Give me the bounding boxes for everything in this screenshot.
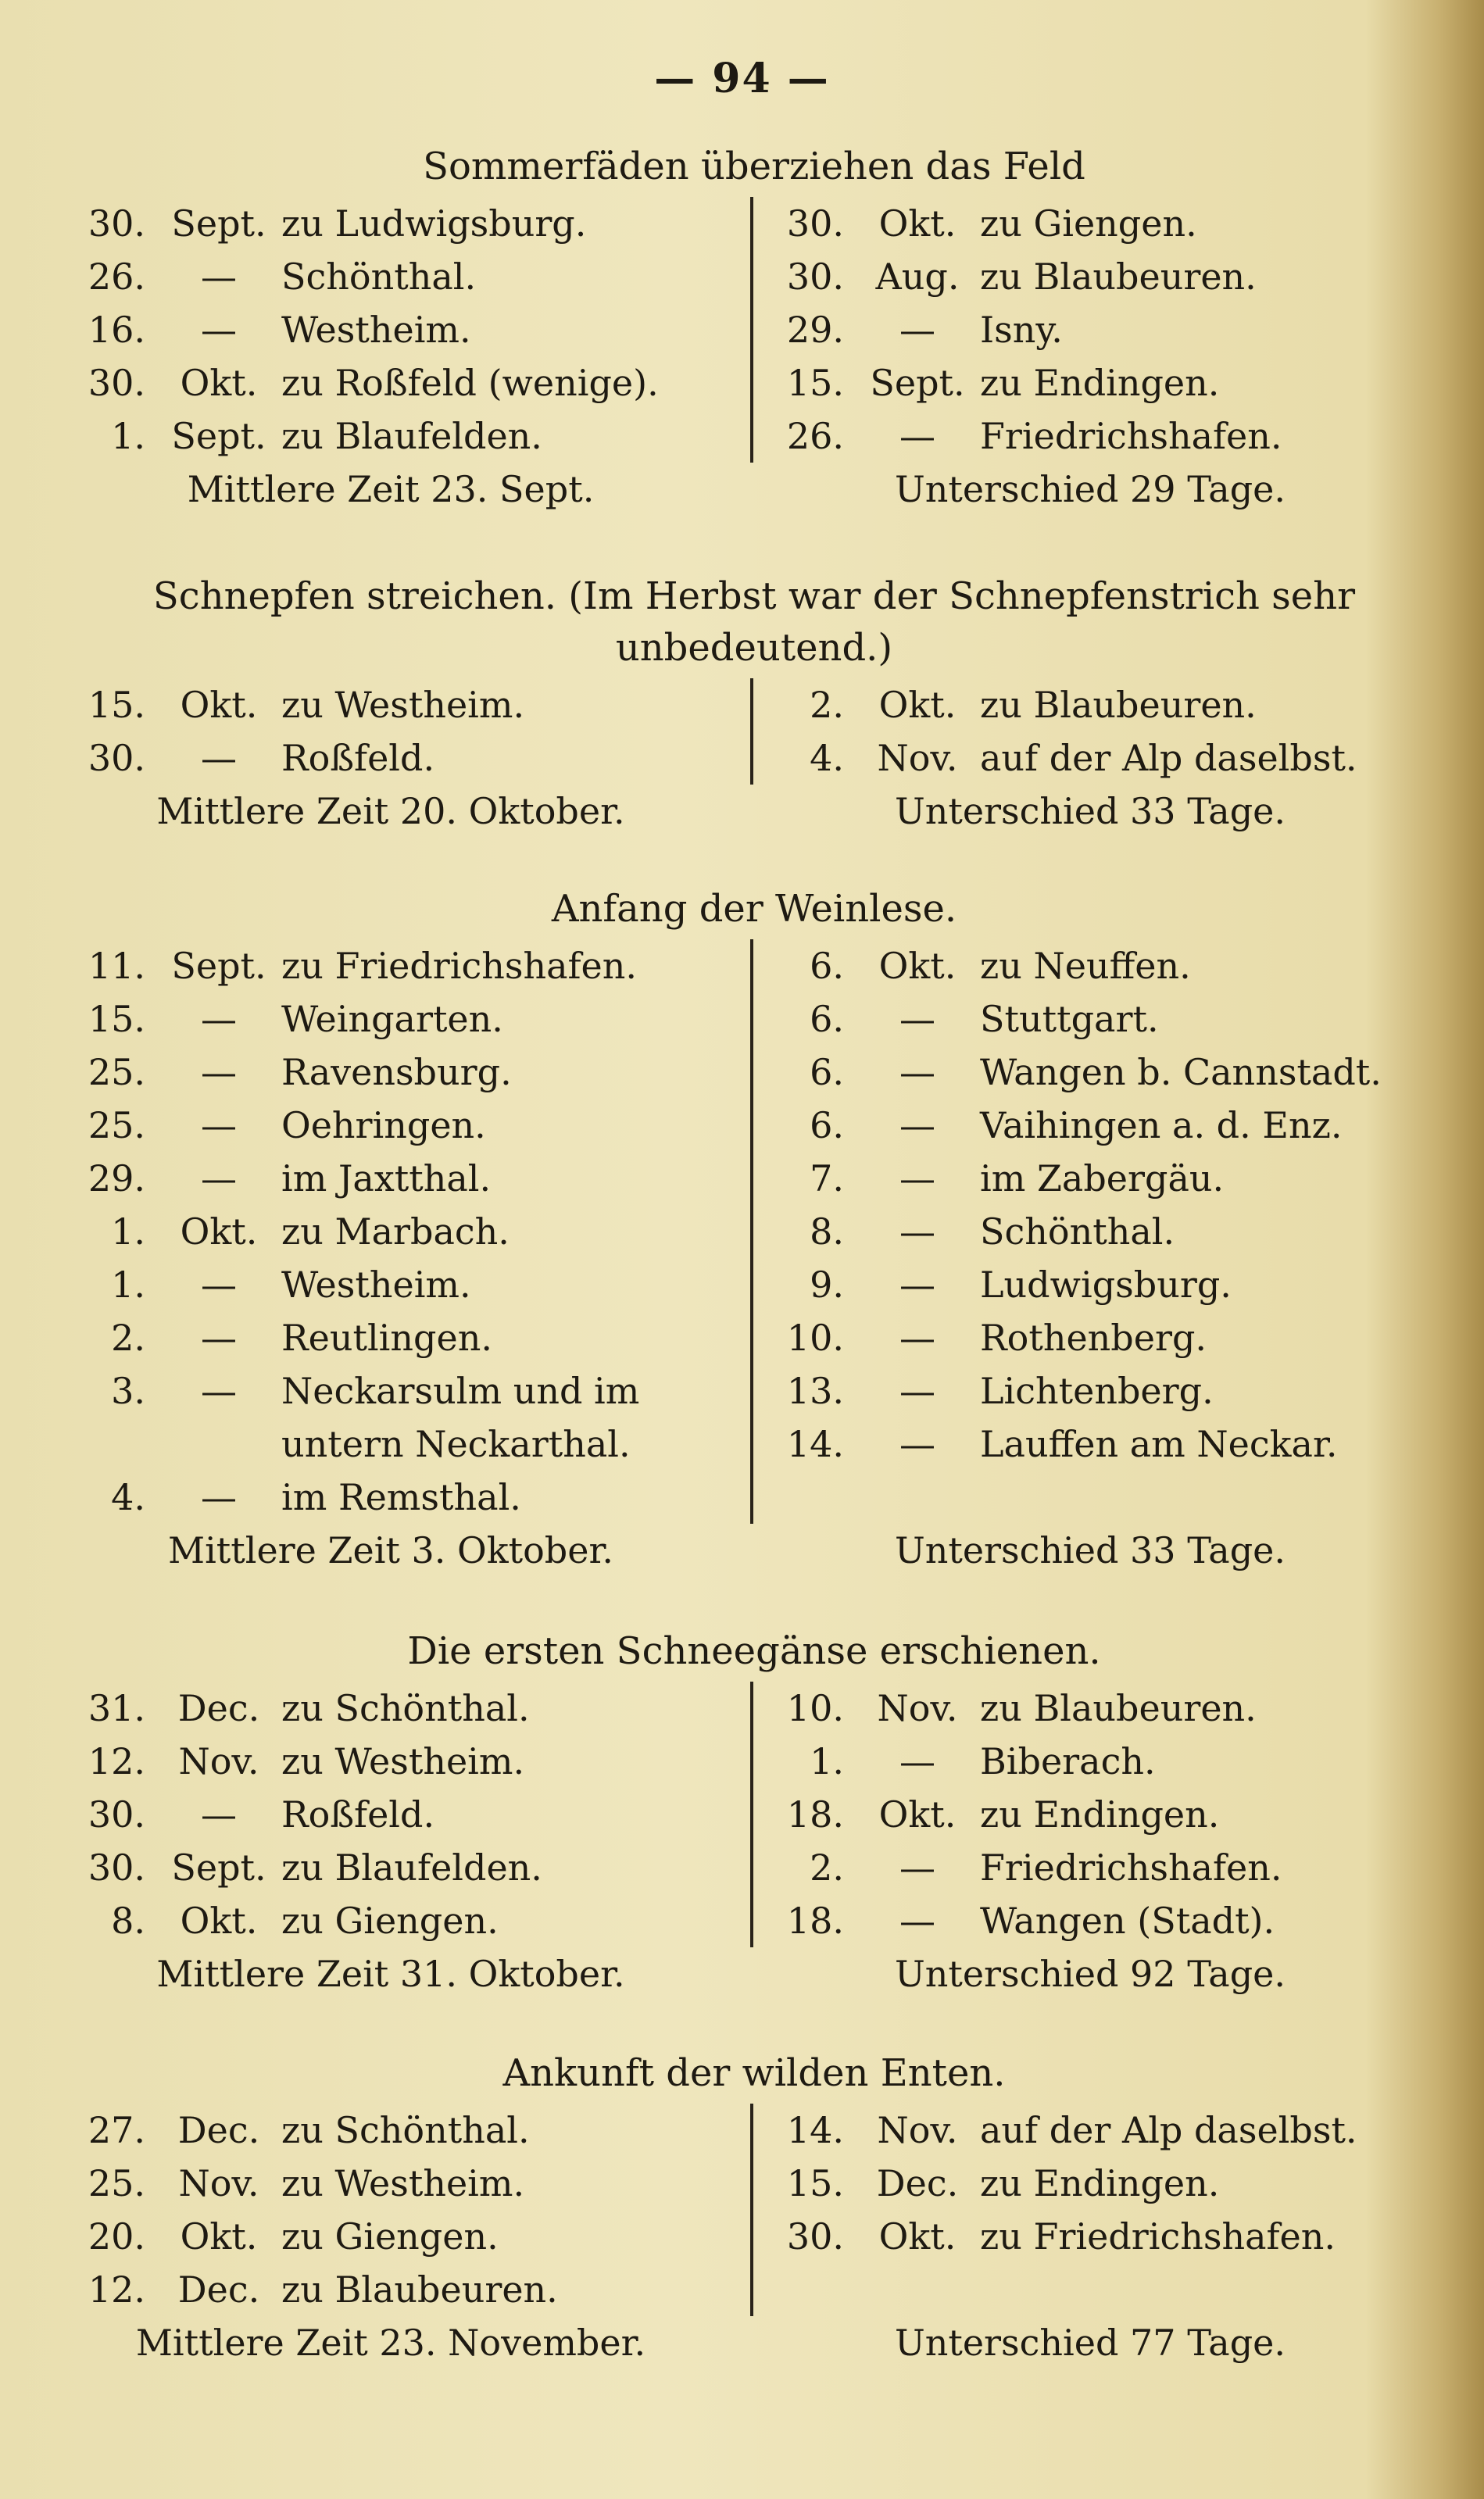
- entry-month: Okt.: [180, 1210, 258, 1253]
- entry-month: —: [201, 1157, 237, 1199]
- right-column: [750, 678, 1430, 785]
- entry-day: 26.: [88, 256, 145, 298]
- entry-month: —: [201, 309, 237, 351]
- entry-row: [777, 992, 1430, 1046]
- entry-day: 8.: [111, 1900, 145, 1942]
- entry-month: —: [899, 1847, 935, 1889]
- entry-month: —: [201, 1051, 237, 1093]
- entry-month: Okt.: [878, 1793, 957, 1836]
- left-column: [78, 1682, 750, 1947]
- entry-month: Dec.: [177, 2268, 260, 2311]
- entry-row: [777, 1364, 1430, 1418]
- entry-place: zu Giengen.: [281, 2215, 499, 2258]
- entry-place: zu Westheim.: [281, 684, 525, 726]
- entry-row: [777, 731, 1430, 785]
- entry-month: —: [201, 256, 237, 298]
- entry-month: Okt.: [180, 362, 258, 404]
- entry-row: [777, 1205, 1430, 1258]
- entry-place: Wangen (Stadt).: [980, 1900, 1275, 1942]
- difference: Unterschied 77 Tage.: [894, 2322, 1286, 2364]
- entry-month: Okt.: [878, 684, 957, 726]
- entry-row: [777, 2104, 1430, 2157]
- entry-place: Roßfeld.: [281, 1793, 435, 1836]
- entry-place: auf der Alp daselbst.: [980, 737, 1357, 779]
- entry-columns: [78, 197, 1430, 463]
- entry-day: 30.: [88, 737, 145, 779]
- entry-place: zu Blaubeuren.: [281, 2268, 558, 2311]
- right-column: [750, 2104, 1430, 2316]
- entry-place: Roßfeld.: [281, 737, 435, 779]
- record-section: [78, 141, 1430, 516]
- mean-time: Mittlere Zeit 31. Oktober.: [156, 1953, 625, 1995]
- entry-row: [78, 356, 750, 409]
- entry-place: zu Giengen.: [980, 202, 1197, 245]
- entry-day: 1.: [111, 415, 145, 457]
- entry-place: Ravensburg.: [281, 1051, 512, 1093]
- entry-place: zu Ludwigsburg.: [281, 202, 587, 245]
- entry-place: Friedrichshafen.: [980, 415, 1282, 457]
- entry-month: Nov.: [877, 737, 958, 779]
- entry-columns: [78, 678, 1430, 785]
- entry-month: —: [899, 1210, 935, 1253]
- page-number: — 94 —: [654, 55, 830, 102]
- entry-row: [78, 1311, 750, 1364]
- entry-place: Wangen b. Cannstadt.: [980, 1051, 1382, 1093]
- entry-day: 27.: [88, 2109, 145, 2151]
- entry-day: 30.: [88, 1847, 145, 1889]
- entry-row: [78, 731, 750, 785]
- entry-place: Oehringen.: [281, 1104, 486, 1146]
- entry-row: [78, 1471, 750, 1524]
- entry-day: 6.: [810, 998, 844, 1040]
- entry-month: Sept.: [171, 415, 266, 457]
- entry-place: Schönthal.: [281, 256, 477, 298]
- entry-row: [78, 1682, 750, 1735]
- entry-row: [78, 2210, 750, 2263]
- record-section: [78, 883, 1430, 1577]
- entry-place: Rothenberg.: [980, 1317, 1207, 1359]
- entry-month: —: [899, 415, 935, 457]
- entry-row: [78, 1099, 750, 1152]
- entry-place: auf der Alp daselbst.: [980, 2109, 1357, 2151]
- right-column: [750, 197, 1430, 463]
- entry-row: [78, 1364, 750, 1471]
- entry-row: [78, 939, 750, 992]
- entry-month: —: [899, 1104, 935, 1146]
- entry-month: —: [899, 1423, 935, 1465]
- entry-month: —: [201, 1476, 237, 1518]
- right-column: [750, 939, 1430, 1524]
- entry-month: Nov.: [877, 1687, 958, 1729]
- entry-day: 20.: [88, 2215, 145, 2258]
- entry-row: [78, 2157, 750, 2210]
- entry-columns: [78, 939, 1430, 1524]
- entry-place: zu Roßfeld (wenige).: [281, 362, 659, 404]
- record-section: [78, 2047, 1430, 2369]
- record-section: [78, 570, 1430, 838]
- entry-row: [78, 1735, 750, 1788]
- entry-place: im Remsthal.: [281, 1476, 521, 1518]
- entry-place: zu Westheim.: [281, 2162, 525, 2204]
- entry-day: 12.: [88, 1740, 145, 1782]
- section-title: Ankunft der wilden Enten.: [502, 2051, 1006, 2095]
- mean-time: Mittlere Zeit 20. Oktober.: [156, 790, 625, 832]
- entry-row: [78, 1894, 750, 1947]
- entry-day: 3.: [111, 1370, 145, 1412]
- entry-place: zu Blaubeuren.: [980, 684, 1257, 726]
- section-summary: [78, 785, 1430, 838]
- left-column: [78, 2104, 750, 2316]
- entry-month: Dec.: [876, 2162, 959, 2204]
- entry-day: 10.: [786, 1687, 844, 1729]
- entry-day: 30.: [786, 202, 844, 245]
- entry-day: 6.: [810, 945, 844, 987]
- entry-day: 14.: [786, 1423, 844, 1465]
- entry-place: Weingarten.: [281, 998, 503, 1040]
- entry-month: Nov.: [178, 1740, 259, 1782]
- entry-month: —: [201, 998, 237, 1040]
- entry-place: Ludwigsburg.: [980, 1264, 1232, 1306]
- entry-day: 12.: [88, 2268, 145, 2311]
- entry-day: 1.: [111, 1264, 145, 1306]
- entry-day: 11.: [88, 945, 145, 987]
- entry-place: Schönthal.: [980, 1210, 1175, 1253]
- entry-day: 25.: [88, 1051, 145, 1093]
- entry-row: [777, 1682, 1430, 1735]
- entry-place: Reutlingen.: [281, 1317, 492, 1359]
- entry-month: —: [201, 737, 237, 779]
- entry-row: [777, 1311, 1430, 1364]
- entry-row: [78, 303, 750, 356]
- entry-day: 7.: [810, 1157, 844, 1199]
- entry-day: 30.: [88, 362, 145, 404]
- entry-place: Westheim.: [281, 309, 471, 351]
- entry-month: —: [899, 1370, 935, 1412]
- entry-day: 29.: [88, 1157, 145, 1199]
- entry-day: 14.: [786, 2109, 844, 2151]
- entry-row: [777, 939, 1430, 992]
- entry-day: 13.: [786, 1370, 844, 1412]
- left-column: [78, 678, 750, 785]
- entry-row: [777, 1152, 1430, 1205]
- mean-time: Mittlere Zeit 23. Sept.: [187, 468, 595, 510]
- entry-day: 2.: [810, 1847, 844, 1889]
- entry-day: 4.: [810, 737, 844, 779]
- entry-day: 26.: [786, 415, 844, 457]
- entry-month: —: [899, 998, 935, 1040]
- entry-month: Sept.: [870, 362, 965, 404]
- left-column: [78, 197, 750, 463]
- entry-place: zu Marbach.: [281, 1210, 510, 1253]
- entry-day: 15.: [88, 684, 145, 726]
- entry-day: 18.: [786, 1900, 844, 1942]
- entry-place: zu Friedrichshafen.: [980, 2215, 1336, 2258]
- entry-day: 1.: [810, 1740, 844, 1782]
- entry-month: Okt.: [878, 202, 957, 245]
- entry-place: Lichtenberg.: [980, 1370, 1214, 1412]
- entry-day: 2.: [111, 1317, 145, 1359]
- entry-month: Dec.: [177, 1687, 260, 1729]
- entry-place: Stuttgart.: [980, 998, 1159, 1040]
- section-summary: [78, 463, 1430, 516]
- entry-row: [777, 1258, 1430, 1311]
- entry-day: 18.: [786, 1793, 844, 1836]
- entry-place: zu Friedrichshafen.: [281, 945, 638, 987]
- entry-day: 30.: [786, 2215, 844, 2258]
- entry-row: [777, 1418, 1430, 1471]
- section-title: Anfang der Weinlese.: [551, 887, 957, 931]
- entry-place: zu Blaubeuren.: [980, 1687, 1257, 1729]
- section-title: Die ersten Schneegänse erschienen.: [407, 1629, 1101, 1673]
- entry-month: Okt.: [180, 1900, 258, 1942]
- section-title: Schnepfen streichen. (Im Herbst war der Schnepfenstrich sehr unbedeutend.): [152, 574, 1356, 670]
- difference: Unterschied 92 Tage.: [894, 1953, 1286, 1995]
- entry-row: [78, 2263, 750, 2316]
- entry-day: 1.: [111, 1210, 145, 1253]
- entry-month: —: [899, 1740, 935, 1782]
- entry-day: 6.: [810, 1104, 844, 1146]
- entry-row: [777, 1099, 1430, 1152]
- entry-month: Sept.: [171, 1847, 266, 1889]
- entry-month: Sept.: [171, 202, 266, 245]
- entry-row: [777, 303, 1430, 356]
- entry-row: [777, 1046, 1430, 1099]
- entry-row: [777, 197, 1430, 250]
- entry-day: 15.: [88, 998, 145, 1040]
- entry-place: zu Endingen.: [980, 362, 1220, 404]
- entry-month: —: [899, 1157, 935, 1199]
- entry-row: [777, 409, 1430, 463]
- difference: Unterschied 33 Tage.: [894, 790, 1286, 832]
- entry-place: Friedrichshafen.: [980, 1847, 1282, 1889]
- entry-day: 2.: [810, 684, 844, 726]
- entry-row: [78, 1258, 750, 1311]
- difference: Unterschied 29 Tage.: [894, 468, 1286, 510]
- entry-row: [777, 678, 1430, 731]
- entry-row: [777, 2210, 1430, 2263]
- entry-row: [777, 356, 1430, 409]
- entry-place: zu Neuffen.: [980, 945, 1191, 987]
- entry-row: [78, 1841, 750, 1894]
- entry-place: Isny.: [980, 309, 1063, 351]
- mean-time: Mittlere Zeit 3. Oktober.: [167, 1529, 614, 1571]
- entry-day: 25.: [88, 2162, 145, 2204]
- entry-month: Sept.: [171, 945, 266, 987]
- entry-row: [78, 1152, 750, 1205]
- section-summary: [78, 1524, 1430, 1577]
- entry-place: zu Blaufelden.: [281, 415, 542, 457]
- entry-day: 15.: [786, 2162, 844, 2204]
- entry-place: zu Westheim.: [281, 1740, 525, 1782]
- entry-day: 25.: [88, 1104, 145, 1146]
- record-section: [78, 1625, 1430, 2000]
- entry-row: [78, 250, 750, 303]
- entry-row: [78, 1788, 750, 1841]
- section-summary: [78, 2316, 1430, 2369]
- right-column: [750, 1682, 1430, 1947]
- entry-place: zu Blaufelden.: [281, 1847, 542, 1889]
- entry-columns: [78, 2104, 1430, 2316]
- entry-place: Neckarsulm und im untern Neckarthal.: [281, 1370, 640, 1465]
- entry-month: —: [201, 1104, 237, 1146]
- entry-month: —: [899, 1900, 935, 1942]
- entry-row: [78, 197, 750, 250]
- difference: Unterschied 33 Tage.: [894, 1529, 1286, 1571]
- entry-row: [777, 1735, 1430, 1788]
- entry-row: [78, 992, 750, 1046]
- entry-day: 30.: [88, 1793, 145, 1836]
- entry-month: —: [201, 1264, 237, 1306]
- entry-place: Biberach.: [980, 1740, 1156, 1782]
- entry-day: 9.: [810, 1264, 844, 1306]
- entry-month: Aug.: [875, 256, 960, 298]
- entry-month: —: [899, 1051, 935, 1093]
- entry-month: Dec.: [177, 2109, 260, 2151]
- entry-day: 4.: [111, 1476, 145, 1518]
- entry-day: 10.: [786, 1317, 844, 1359]
- entry-day: 30.: [88, 202, 145, 245]
- entry-place: im Zabergäu.: [980, 1157, 1225, 1199]
- entry-place: Vaihingen a. d. Enz.: [980, 1104, 1343, 1146]
- entry-month: Okt.: [180, 684, 258, 726]
- entry-row: [777, 250, 1430, 303]
- entry-day: 31.: [88, 1687, 145, 1729]
- entry-month: —: [201, 1793, 237, 1836]
- entry-month: Nov.: [178, 2162, 259, 2204]
- entry-row: [78, 1046, 750, 1099]
- left-column: [78, 939, 750, 1524]
- entry-row: [78, 678, 750, 731]
- entry-month: Okt.: [878, 2215, 957, 2258]
- entry-place: Lauffen am Neckar.: [980, 1423, 1338, 1465]
- entry-day: 29.: [786, 309, 844, 351]
- entry-month: —: [899, 309, 935, 351]
- entry-row: [78, 409, 750, 463]
- entry-day: 8.: [810, 1210, 844, 1253]
- entry-place: im Jaxtthal.: [281, 1157, 492, 1199]
- entry-row: [777, 1788, 1430, 1841]
- entry-day: 6.: [810, 1051, 844, 1093]
- entry-month: Okt.: [180, 2215, 258, 2258]
- entry-place: zu Endingen.: [980, 2162, 1220, 2204]
- section-summary: [78, 1947, 1430, 2000]
- entry-month: Okt.: [878, 945, 957, 987]
- entry-place: zu Endingen.: [980, 1793, 1220, 1836]
- entry-place: Westheim.: [281, 1264, 471, 1306]
- mean-time: Mittlere Zeit 23. November.: [135, 2322, 646, 2364]
- entry-place: zu Schönthal.: [281, 2109, 530, 2151]
- entry-month: —: [201, 1317, 237, 1359]
- entry-day: 15.: [786, 362, 844, 404]
- entry-day: 16.: [88, 309, 145, 351]
- entry-month: —: [201, 1370, 237, 1412]
- entry-row: [777, 2157, 1430, 2210]
- entry-row: [78, 1205, 750, 1258]
- section-title: Sommerfäden überziehen das Feld: [423, 145, 1085, 188]
- entry-month: —: [899, 1264, 935, 1306]
- entry-row: [777, 1894, 1430, 1947]
- entry-month: Nov.: [877, 2109, 958, 2151]
- entry-place: zu Schönthal.: [281, 1687, 530, 1729]
- entry-place: zu Giengen.: [281, 1900, 499, 1942]
- entry-columns: [78, 1682, 1430, 1947]
- entry-place: zu Blaubeuren.: [980, 256, 1257, 298]
- entry-day: 30.: [786, 256, 844, 298]
- entry-row: [78, 2104, 750, 2157]
- entry-row: [777, 1841, 1430, 1894]
- entry-month: —: [899, 1317, 935, 1359]
